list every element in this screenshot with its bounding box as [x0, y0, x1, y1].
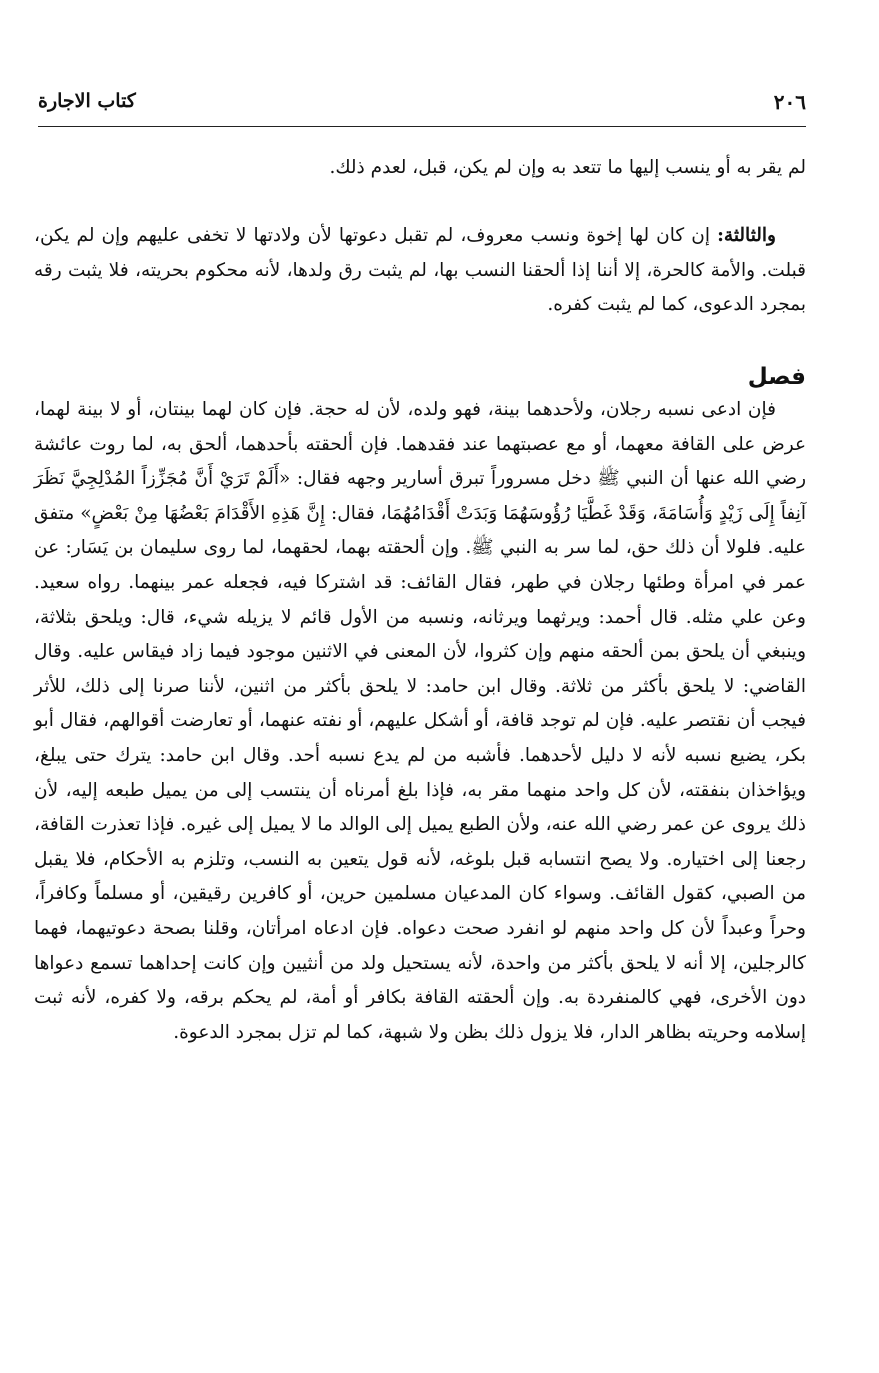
section-heading: فصل	[747, 364, 806, 390]
page-number: ٢٠٦	[773, 90, 806, 114]
paragraph-main	[34, 393, 806, 1050]
paragraph-text: إن كان لها إخوة ونسب معروف، لم تقبل دعوتها لأن ولادتها لا تخفى عليهم وإن لم يكن، قبلت. والأمة كالحرة، إلا أننا إذا ألحقنا النسب بها، لم يثبت رق ولدها، لأنه محكوم بحريته، فلا يثبت رقه بمجرد الدعوى، كما لم يثبت كفره.	[34, 225, 806, 316]
paragraph-continuation	[34, 151, 806, 186]
paragraph-body	[34, 219, 806, 323]
paragraph-body: فإن ادعى نسبه رجلان، ولأحدهما بينة، فهو ولده، لأن له حجة. فإن كان لهما بينتان، أو لا بينة لهما، عرض على القافة معهما، أو مع عصبتهما عند فقدهما. فإن ألحقته بأحدهما، ألحق به، لما روت عائشة رضي الله عنها أن النبي ﷺ دخل مسروراً تبرق أسارير وجهه فقال: «أَلَمْ تَرَيْ أَنَّ مُجَزِّزاً المُدْلِجِيَّ نَظَرَ آنِفاً إِلَى زَيْدٍ وَأُسَامَةَ، وَقَدْ غَطَّيَا رُؤُوسَهُمَا وَبَدَتْ أَقْدَامُهُمَا، فقال: إِنَّ هَذِهِ الأَقْدَامَ بَعْضُهَا مِنْ بَعْضٍ» متفق عليه. فلولا أن ذلك حق، لما سر به النبي ﷺ. وإن ألحقته بهما، لحقهما، لما روى سليمان بن يَسَار: عن عمر في امرأة وطئها رجلان في طهر، فقال القائف: قد اشتركا فيه، فجعله عمر بينهما. رواه سعيد. وعن علي مثله. قال أحمد: ويرثهما ويرثانه، ونسبه من الأول قائم لا يزيله شيء، قال: ويلحق بثلاثة، وينبغي أن يلحق بمن ألحقه منهم وإن كثروا، لأن المعنى في الاثنين موجود فيما زاد فيقاس عليه. وقال القاضي: لا يلحق بأكثر من ثلاثة. وقال ابن حامد: لا يلحق بأكثر من اثنين، لأننا صرنا إلى ذلك، للأثر فيجب أن نقتصر عليه. فإن لم توجد قافة، أو أشكل عليهم، أو نفته عنهما، أو تعارضت أقوالهم، فقال أبو بكر، يضيع نسبه لأنه لا دليل لأحدهما. فأشبه من لم يدع نسبه أحد. وقال ابن حامد: يترك حتى يبلغ، ويؤاخذان بنفقته، لأن كل واحد منهما مقر به، فإذا بلغ أمرناه أن ينتسب إلى من يميل طبعه إليه، لأن ذلك يروى عن عمر رضي الله عنه، ولأن الطبع يميل إلى الوالد ما لا يميل إلى غيره. فإذا تعذرت القافة، رجعنا إلى اختياره. ولا يصح انتسابه قبل بلوغه، لأنه قول يتعين به النسب، وتلزم به الأحكام، فلا يقبل من الصبي، كقول القائف. وسواء كان المدعيان مسلمين حرين، أو كافرين رقيقين، أو مسلماً وكافراً، وحراً وعبداً لأن كل واحد منهم لو انفرد صحت دعواه. فإن ادعاه امرأتان، وقلنا بصحة دعوتيهما، فهما كالرجلين، إلا أنه لا يلحق بأكثر من واحدة، لأنه يستحيل ولد من أنثيين وإن كانت إحداهما تسمع دعواها دون الأخرى، فهي كالمنفردة به. وإن ألحقته القافة بكافر أو أمة، لم يحكم برقه، ولا كفره، لأنه ثبت إسلامه وحريته بظاهر الدار، فلا يزول ذلك بظن ولا شبهة، كما لم تزل بمجرد الدعوة.	[34, 399, 807, 1043]
running-title: كتاب الاجارة	[38, 90, 136, 112]
page-header	[38, 86, 806, 120]
paragraph-lead-word: والثالثة:	[717, 225, 776, 246]
paragraph-text: لم يقر به أو ينسب إليها ما تتعد به وإن لم يكن، قبل، لعدم ذلك.	[329, 157, 806, 178]
paragraph-third-case	[34, 219, 806, 323]
header-divider	[38, 126, 806, 127]
